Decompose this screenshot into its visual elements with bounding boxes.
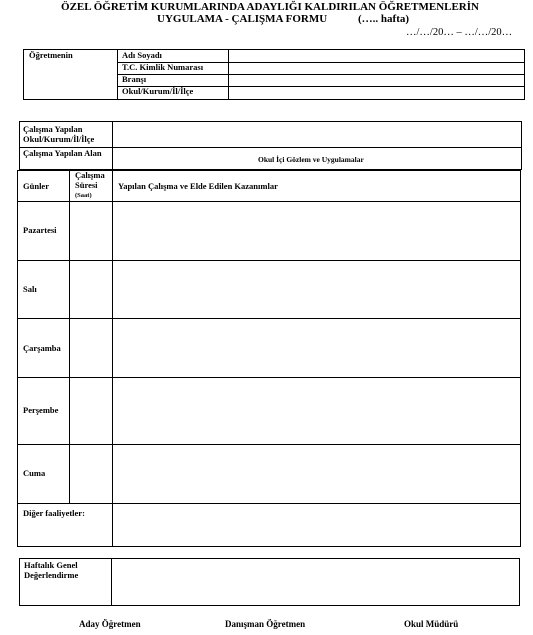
tuesday-duration-field[interactable] bbox=[70, 261, 111, 317]
day-friday: Cuma bbox=[23, 468, 46, 478]
work-place-field[interactable] bbox=[113, 122, 521, 147]
day-thursday: Perşembe bbox=[23, 405, 59, 415]
week-label: (….. hafta) bbox=[358, 13, 410, 25]
wednesday-activities-field[interactable] bbox=[113, 319, 519, 376]
form-title-line-1: ÖZEL ÖĞRETİM KURUMLARINDA ADAYLIĞI KALDIRILAN ÖĞRETMENLERİN bbox=[61, 1, 479, 13]
work-area-value: Okul İçi Gözlem ve Uygulamalar bbox=[258, 155, 364, 164]
signature-advisor-teacher: Danışman Öğretmen bbox=[225, 619, 306, 629]
teacher-id-field[interactable] bbox=[229, 62, 524, 73]
day-wednesday: Çarşamba bbox=[23, 343, 61, 353]
date-range: …/…/20… – …/…/20… bbox=[406, 27, 513, 38]
teacher-branch-label: Branşı bbox=[122, 74, 147, 84]
teacher-school-label: Okul/Kurum/İl/İlçe bbox=[122, 86, 194, 96]
signature-candidate-teacher: Aday Öğretmen bbox=[79, 619, 141, 629]
column-duration-header: Çalışma Süresi bbox=[75, 170, 105, 190]
teacher-school-field[interactable] bbox=[229, 86, 524, 98]
monday-duration-field[interactable] bbox=[70, 202, 111, 259]
wednesday-duration-field[interactable] bbox=[70, 319, 111, 376]
tuesday-activities-field[interactable] bbox=[113, 261, 519, 317]
day-monday: Pazartesi bbox=[23, 225, 57, 235]
work-place-label: Çalışma Yapılan Okul/Kurum/İl/İlçe bbox=[23, 124, 95, 144]
signature-school-principal: Okul Müdürü bbox=[404, 619, 459, 629]
other-activities-field[interactable] bbox=[113, 504, 519, 545]
column-duration-unit: (Saat) bbox=[75, 192, 92, 199]
teacher-section-label: Öğretmenin bbox=[29, 50, 73, 60]
teacher-name-field[interactable] bbox=[229, 50, 524, 61]
day-tuesday: Salı bbox=[23, 284, 37, 294]
teacher-id-label: T.C. Kimlik Numarası bbox=[122, 62, 204, 72]
column-days-header: Günler bbox=[23, 181, 49, 191]
work-area-label: Çalışma Yapılan Alan bbox=[23, 148, 102, 158]
teacher-name-label: Adı Soyadı bbox=[122, 50, 162, 60]
weekly-evaluation-label: Haftalık Genel Değerlendirme bbox=[24, 560, 79, 580]
friday-duration-field[interactable] bbox=[70, 445, 111, 501]
column-activities-header: Yapılan Çalışma ve Elde Edilen Kazanımlar bbox=[118, 181, 278, 191]
thursday-duration-field[interactable] bbox=[70, 378, 111, 442]
other-activities-label: Diğer faaliyetler: bbox=[23, 508, 85, 518]
friday-activities-field[interactable] bbox=[113, 445, 519, 501]
monday-activities-field[interactable] bbox=[113, 202, 519, 259]
thursday-activities-field[interactable] bbox=[113, 378, 519, 442]
weekly-evaluation-field[interactable] bbox=[112, 559, 519, 605]
teacher-branch-field[interactable] bbox=[229, 74, 524, 85]
form-title-line-2: UYGULAMA - ÇALIŞMA FORMU bbox=[157, 13, 328, 25]
